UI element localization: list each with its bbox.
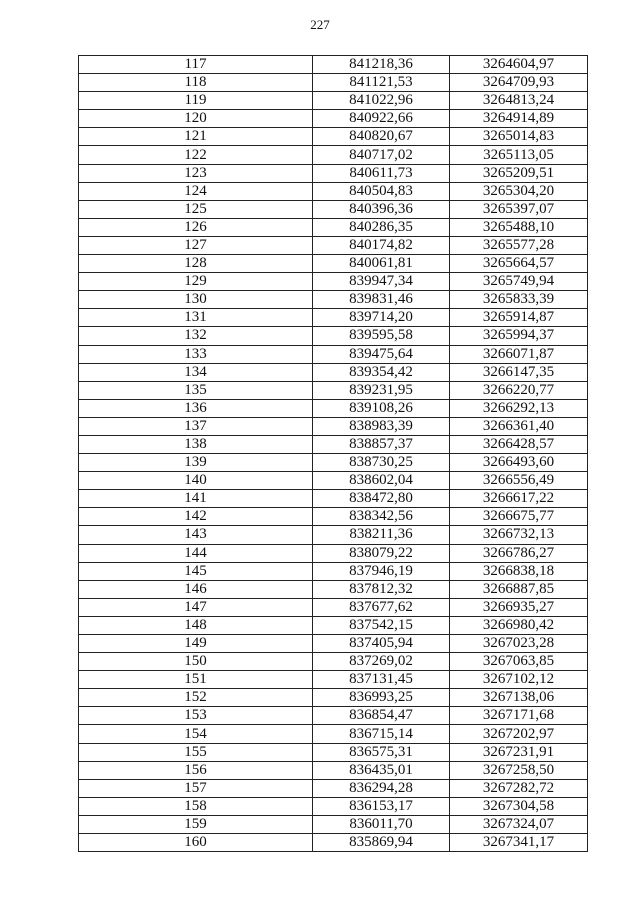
table-row [79, 327, 588, 345]
y-coordinate-cell: 3266732,13 [450, 526, 588, 544]
point-number-cell: 155 [79, 743, 313, 761]
x-coordinate-cell: 837677,62 [313, 598, 450, 616]
table-row [79, 490, 588, 508]
y-coordinate-cell: 3265209,51 [450, 164, 588, 182]
table-row [79, 834, 588, 852]
x-coordinate-cell: 836854,47 [313, 707, 450, 725]
table-row [79, 707, 588, 725]
point-number-cell: 123 [79, 164, 313, 182]
table-row [79, 761, 588, 779]
y-coordinate-cell: 3266292,13 [450, 399, 588, 417]
point-number-cell: 127 [79, 236, 313, 254]
y-coordinate-cell: 3265304,20 [450, 182, 588, 200]
point-number-cell: 135 [79, 381, 313, 399]
y-coordinate-cell: 3267231,91 [450, 743, 588, 761]
table-row [79, 236, 588, 254]
point-number-cell: 145 [79, 562, 313, 580]
x-coordinate-cell: 836153,17 [313, 797, 450, 815]
y-coordinate-cell: 3267304,58 [450, 797, 588, 815]
x-coordinate-cell: 839947,34 [313, 273, 450, 291]
point-number-cell: 154 [79, 725, 313, 743]
table-row [79, 454, 588, 472]
table-row [79, 399, 588, 417]
table-row [79, 74, 588, 92]
x-coordinate-cell: 840922,66 [313, 110, 450, 128]
table-row [79, 815, 588, 833]
y-coordinate-cell: 3264813,24 [450, 92, 588, 110]
x-coordinate-cell: 840286,35 [313, 218, 450, 236]
point-number-cell: 144 [79, 544, 313, 562]
y-coordinate-cell: 3266556,49 [450, 472, 588, 490]
x-coordinate-cell: 840061,81 [313, 255, 450, 273]
table-row [79, 345, 588, 363]
table-row [79, 562, 588, 580]
page-number: 227 [310, 17, 330, 32]
table-row [79, 526, 588, 544]
table-row [79, 273, 588, 291]
table-row [79, 544, 588, 562]
y-coordinate-cell: 3266147,35 [450, 363, 588, 381]
point-number-cell: 132 [79, 327, 313, 345]
table-row [79, 417, 588, 435]
x-coordinate-cell: 838857,37 [313, 435, 450, 453]
x-coordinate-cell: 841022,96 [313, 92, 450, 110]
table-row [79, 616, 588, 634]
table-row [79, 218, 588, 236]
point-number-cell: 157 [79, 779, 313, 797]
point-number-cell: 148 [79, 616, 313, 634]
table-row [79, 635, 588, 653]
table-row [79, 381, 588, 399]
x-coordinate-cell: 840396,36 [313, 200, 450, 218]
y-coordinate-cell: 3265014,83 [450, 128, 588, 146]
y-coordinate-cell: 3266428,57 [450, 435, 588, 453]
x-coordinate-cell: 839108,26 [313, 399, 450, 417]
point-number-cell: 143 [79, 526, 313, 544]
y-coordinate-cell: 3267063,85 [450, 653, 588, 671]
point-number-cell: 129 [79, 273, 313, 291]
point-number-cell: 156 [79, 761, 313, 779]
y-coordinate-cell: 3265113,05 [450, 146, 588, 164]
point-number-cell: 160 [79, 834, 313, 852]
table-row [79, 743, 588, 761]
point-number-cell: 150 [79, 653, 313, 671]
x-coordinate-cell: 839595,58 [313, 327, 450, 345]
table-row [79, 56, 588, 74]
table-row [79, 472, 588, 490]
y-coordinate-cell: 3265664,57 [450, 255, 588, 273]
coordinates-table-body [79, 56, 588, 852]
y-coordinate-cell: 3265994,37 [450, 327, 588, 345]
table-row [79, 363, 588, 381]
x-coordinate-cell: 836715,14 [313, 725, 450, 743]
point-number-cell: 149 [79, 635, 313, 653]
point-number-cell: 130 [79, 291, 313, 309]
y-coordinate-cell: 3267102,12 [450, 671, 588, 689]
y-coordinate-cell: 3267258,50 [450, 761, 588, 779]
x-coordinate-cell: 838602,04 [313, 472, 450, 490]
table-row [79, 653, 588, 671]
x-coordinate-cell: 841218,36 [313, 56, 450, 74]
y-coordinate-cell: 3265577,28 [450, 236, 588, 254]
y-coordinate-cell: 3265397,07 [450, 200, 588, 218]
table-row [79, 598, 588, 616]
y-coordinate-cell: 3267341,17 [450, 834, 588, 852]
point-number-cell: 141 [79, 490, 313, 508]
y-coordinate-cell: 3266935,27 [450, 598, 588, 616]
y-coordinate-cell: 3266838,18 [450, 562, 588, 580]
point-number-cell: 131 [79, 309, 313, 327]
x-coordinate-cell: 837269,02 [313, 653, 450, 671]
x-coordinate-cell: 838211,36 [313, 526, 450, 544]
point-number-cell: 124 [79, 182, 313, 200]
coordinates-table [78, 55, 588, 852]
point-number-cell: 120 [79, 110, 313, 128]
x-coordinate-cell: 838079,22 [313, 544, 450, 562]
x-coordinate-cell: 840820,67 [313, 128, 450, 146]
point-number-cell: 136 [79, 399, 313, 417]
x-coordinate-cell: 838472,80 [313, 490, 450, 508]
x-coordinate-cell: 836435,01 [313, 761, 450, 779]
table-row [79, 164, 588, 182]
point-number-cell: 137 [79, 417, 313, 435]
y-coordinate-cell: 3267023,28 [450, 635, 588, 653]
point-number-cell: 133 [79, 345, 313, 363]
x-coordinate-cell: 837405,94 [313, 635, 450, 653]
table-row [79, 508, 588, 526]
x-coordinate-cell: 837812,32 [313, 580, 450, 598]
point-number-cell: 134 [79, 363, 313, 381]
point-number-cell: 138 [79, 435, 313, 453]
table-row [79, 435, 588, 453]
point-number-cell: 147 [79, 598, 313, 616]
y-coordinate-cell: 3265749,94 [450, 273, 588, 291]
y-coordinate-cell: 3265914,87 [450, 309, 588, 327]
table-row [79, 255, 588, 273]
table-row [79, 779, 588, 797]
point-number-cell: 128 [79, 255, 313, 273]
x-coordinate-cell: 836575,31 [313, 743, 450, 761]
point-number-cell: 118 [79, 74, 313, 92]
x-coordinate-cell: 835869,94 [313, 834, 450, 852]
table-row [79, 182, 588, 200]
y-coordinate-cell: 3267324,07 [450, 815, 588, 833]
table-row [79, 110, 588, 128]
y-coordinate-cell: 3265488,10 [450, 218, 588, 236]
x-coordinate-cell: 839231,95 [313, 381, 450, 399]
point-number-cell: 121 [79, 128, 313, 146]
point-number-cell: 139 [79, 454, 313, 472]
y-coordinate-cell: 3266493,60 [450, 454, 588, 472]
x-coordinate-cell: 839354,42 [313, 363, 450, 381]
point-number-cell: 125 [79, 200, 313, 218]
y-coordinate-cell: 3266887,85 [450, 580, 588, 598]
y-coordinate-cell: 3264709,93 [450, 74, 588, 92]
x-coordinate-cell: 836294,28 [313, 779, 450, 797]
x-coordinate-cell: 836011,70 [313, 815, 450, 833]
y-coordinate-cell: 3266220,77 [450, 381, 588, 399]
y-coordinate-cell: 3266071,87 [450, 345, 588, 363]
x-coordinate-cell: 840504,83 [313, 182, 450, 200]
point-number-cell: 151 [79, 671, 313, 689]
x-coordinate-cell: 837542,15 [313, 616, 450, 634]
point-number-cell: 159 [79, 815, 313, 833]
point-number-cell: 122 [79, 146, 313, 164]
x-coordinate-cell: 837946,19 [313, 562, 450, 580]
y-coordinate-cell: 3267282,72 [450, 779, 588, 797]
y-coordinate-cell: 3266675,77 [450, 508, 588, 526]
point-number-cell: 158 [79, 797, 313, 815]
x-coordinate-cell: 840717,02 [313, 146, 450, 164]
y-coordinate-cell: 3264604,97 [450, 56, 588, 74]
y-coordinate-cell: 3266980,42 [450, 616, 588, 634]
x-coordinate-cell: 839475,64 [313, 345, 450, 363]
y-coordinate-cell: 3267171,68 [450, 707, 588, 725]
x-coordinate-cell: 838983,39 [313, 417, 450, 435]
point-number-cell: 142 [79, 508, 313, 526]
table-row [79, 128, 588, 146]
y-coordinate-cell: 3264914,89 [450, 110, 588, 128]
y-coordinate-cell: 3267202,97 [450, 725, 588, 743]
y-coordinate-cell: 3266361,40 [450, 417, 588, 435]
table-row [79, 146, 588, 164]
table-row [79, 309, 588, 327]
point-number-cell: 126 [79, 218, 313, 236]
y-coordinate-cell: 3266617,22 [450, 490, 588, 508]
point-number-cell: 119 [79, 92, 313, 110]
point-number-cell: 152 [79, 689, 313, 707]
x-coordinate-cell: 840611,73 [313, 164, 450, 182]
point-number-cell: 140 [79, 472, 313, 490]
table-row [79, 580, 588, 598]
x-coordinate-cell: 838730,25 [313, 454, 450, 472]
x-coordinate-cell: 838342,56 [313, 508, 450, 526]
x-coordinate-cell: 837131,45 [313, 671, 450, 689]
table-row [79, 725, 588, 743]
table-row [79, 689, 588, 707]
x-coordinate-cell: 836993,25 [313, 689, 450, 707]
x-coordinate-cell: 839714,20 [313, 309, 450, 327]
table-row [79, 671, 588, 689]
point-number-cell: 146 [79, 580, 313, 598]
x-coordinate-cell: 841121,53 [313, 74, 450, 92]
point-number-cell: 117 [79, 56, 313, 74]
table-row [79, 200, 588, 218]
point-number-cell: 153 [79, 707, 313, 725]
table-row [79, 291, 588, 309]
y-coordinate-cell: 3267138,06 [450, 689, 588, 707]
x-coordinate-cell: 840174,82 [313, 236, 450, 254]
y-coordinate-cell: 3266786,27 [450, 544, 588, 562]
x-coordinate-cell: 839831,46 [313, 291, 450, 309]
table-row [79, 92, 588, 110]
y-coordinate-cell: 3265833,39 [450, 291, 588, 309]
table-row [79, 797, 588, 815]
